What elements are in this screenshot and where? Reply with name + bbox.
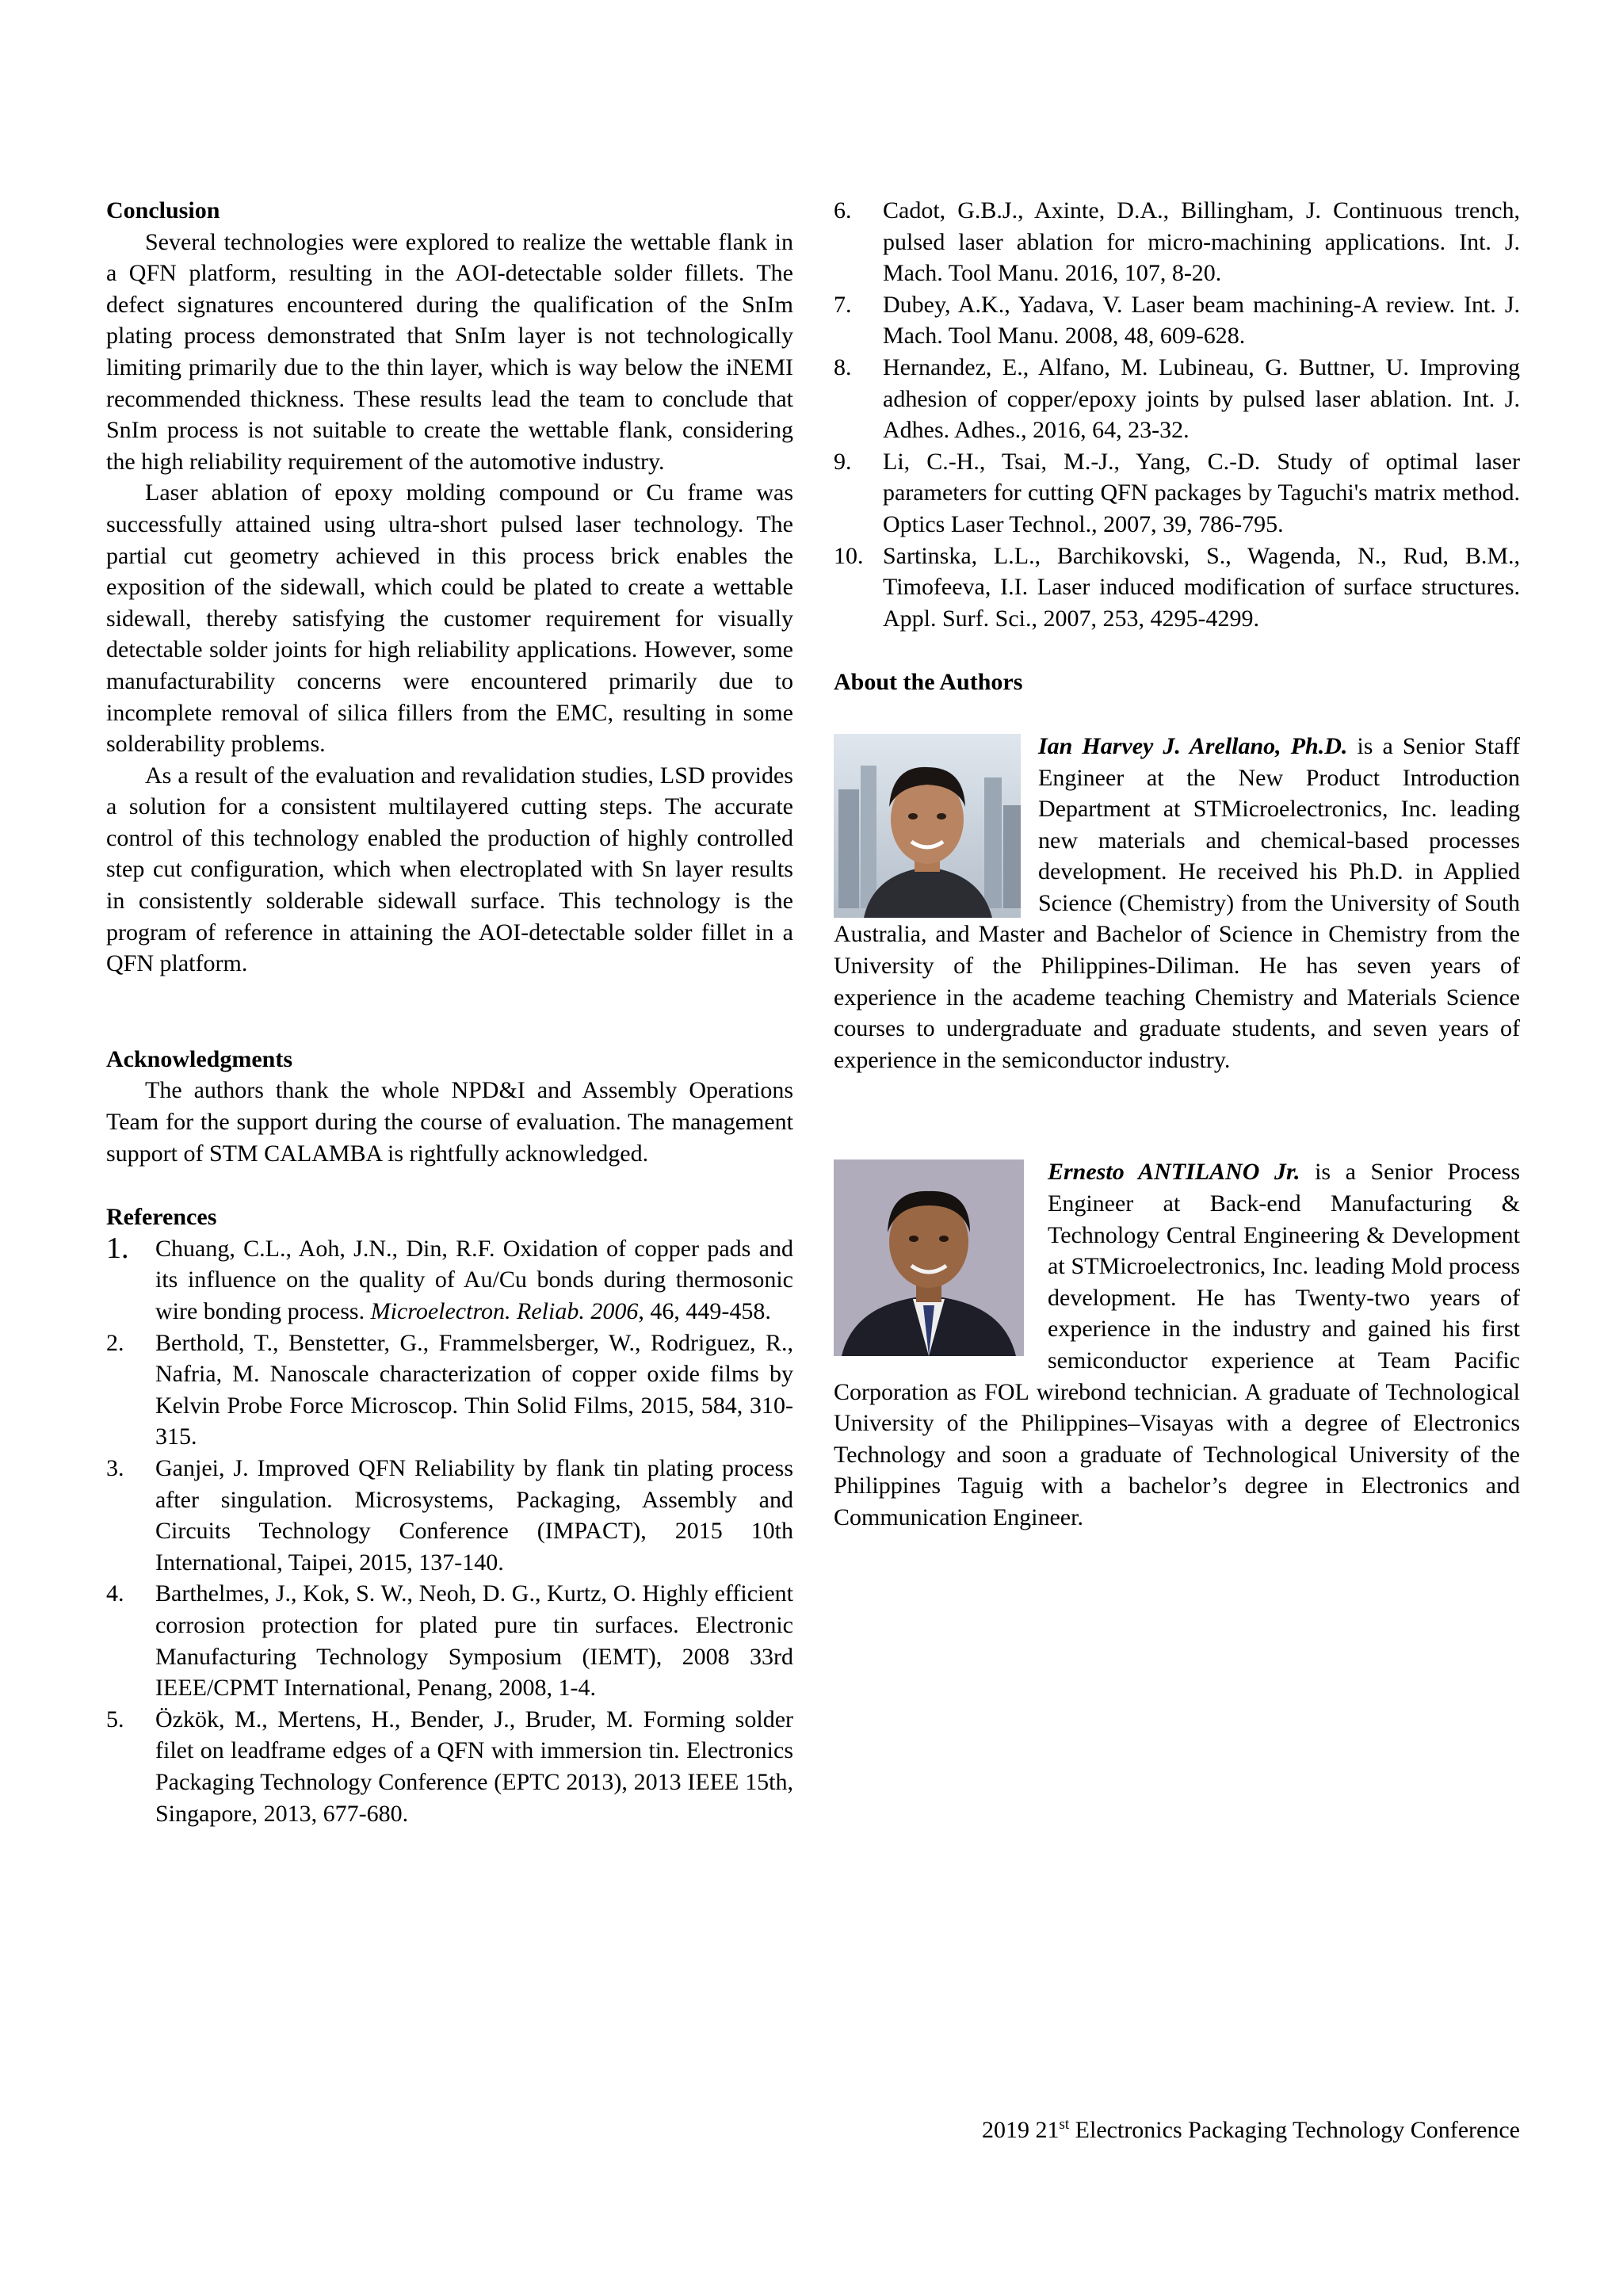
reference-text: Dubey, A.K., Yadava, V. Laser beam machining-A review. Int. J. Mach. Tool Manu. 2008, 48, 609-628.	[883, 291, 1520, 350]
reference-number: 6.	[834, 197, 852, 223]
reference-item	[106, 1453, 793, 1578]
reference-number: 4.	[106, 1580, 124, 1607]
reference-text: Berthold, T., Benstetter, G., Frammelsberger, W., Rodriguez, R., Nafria, M. Nanoscale characterization of copper oxide films by Kelvin Probe Force Microscop. Thin Solid Films, 2015, 584, 310-315.	[155, 1329, 793, 1450]
acknowledgments-heading: Acknowledgments	[106, 1045, 293, 1072]
reference-item	[106, 1704, 793, 1829]
reference-number: 9.	[834, 448, 852, 475]
reference-number: 3.	[106, 1454, 124, 1481]
about-authors-heading: About the Authors	[834, 669, 1023, 696]
reference-item	[834, 195, 1520, 289]
reference-item	[106, 1578, 793, 1703]
reference-text: Hernandez, E., Alfano, M. Lubineau, G. Buttner, U. Improving adhesion of copper/epoxy joints by pulsed laser ablation. Int. J. Adhes. Adhes., 2016, 64, 23-32.	[883, 353, 1520, 444]
reference-item	[106, 1233, 793, 1328]
reference-number: 7.	[834, 291, 852, 318]
conclusion-heading: Conclusion	[106, 197, 220, 223]
reference-number: 5.	[106, 1706, 124, 1733]
reference-number: 1.	[106, 1231, 129, 1265]
references-heading: References	[106, 1204, 217, 1231]
conclusion-paragraph-3: As a result of the evaluation and revalidation studies, LSD provides a solution for a consistent multilayered cutting steps. The accurate control of this technology enabled the production of highly controlled step cut configuration, which when electroplated with Sn layer results in consistently solderable sidewall surface. This technology is the program of reference in attaining the AOI-detectable solder fillet in a QFN platform.	[106, 762, 793, 977]
author-bio-2	[834, 1156, 1520, 1533]
reference-text: Li, C.-H., Tsai, M.-J., Yang, C.-D. Study of optimal laser parameters for cutting QFN packages by Taguchi's matrix method. Optics Laser Technol., 2007, 39, 786-795.	[883, 448, 1520, 537]
reference-number: 10.	[834, 542, 864, 569]
reference-number: 2.	[106, 1329, 124, 1356]
reference-item	[834, 289, 1520, 352]
author-photo-2	[834, 1159, 1024, 1356]
reference-text: Chuang, C.L., Aoh, J.N., Din, R.F. Oxidation of copper pads and its influence on the quality of Au/Cu bonds during thermosonic wire bonding process. Microelectron. Reliab. 2006, 46, 449-458.	[155, 1235, 793, 1324]
author-bio-text-1: is a Senior Staff Engineer at the New Product Introduction Department at STMicroelectronics, Inc. leading new materials and chemical-based processes development. He received his Ph.D. in Applied Science (Chemistry) from the University of South Australia, and Master and Bachelor of Science in Chemistry from the University of the Philippines-Diliman. He has seven years of experience in the academe teaching Chemistry and Materials Science courses to undergraduate and graduate students, and seven years of experience in the semiconductor industry.	[834, 732, 1520, 1073]
page-footer: 2019 21st Electronics Packaging Technology Conference	[981, 2116, 1520, 2143]
conclusion-paragraph-2: Laser ablation of epoxy molding compound or Cu frame was successfully attained using ultra-short pulsed laser technology. The partial cut geometry achieved in this process brick enables the exposition of the sidewall, which could be plated to create a wettable sidewall, thereby satisfying the customer requirement for visually detectable solder joints for high reliability applications. However, some manufacturability concerns were encountered primarily due to incomplete removal of silica fillers from the EMC, resulting in some solderability problems.	[106, 479, 793, 758]
author-bio-1	[834, 731, 1520, 1076]
author-name-2: Ernesto ANTILANO Jr.	[1048, 1159, 1300, 1186]
reference-item	[834, 352, 1520, 446]
reference-text: Barthelmes, J., Kok, S. W., Neoh, D. G., Kurtz, O. Highly efficient corrosion protection for plated pure tin surfaces. Electronic Manufacturing Technology Symposium (IEMT), 2008 33rd IEEE/CPMT International, Penang, 2008, 1-4.	[155, 1580, 793, 1702]
author-bio-text-2: is a Senior Process Engineer at Back-end Manufacturing & Technology Central Engineering & Development at STMicroelectronics, Inc. leading Mold process development. He has Twenty-two years of experience in the industry and gained his first semiconductor experience at Team Pacific Corporation as FOL wirebond technician. A graduate of Technological University of the Philippines–Visayas with a degree of Electronics Technology and soon a graduate of Technological University of the Philippines Taguig with a bachelor’s degree in Electronics and Communication Engineer.	[834, 1159, 1520, 1530]
reference-text: Özkök, M., Mertens, H., Bender, J., Bruder, M. Forming solder filet on leadframe edges of a QFN with immersion tin. Electronics Packaging Technology Conference (EPTC 2013), 2013 IEEE 15th, Singapore, 2013, 677-680.	[155, 1706, 793, 1827]
right-column	[834, 195, 1520, 1534]
acknowledgments-text: The authors thank the whole NPD&I and Assembly Operations Team for the support during the course of evaluation. The management support of STM CALAMBA is rightfully acknowledged.	[106, 1077, 793, 1167]
reference-number: 8.	[834, 353, 852, 380]
reference-text: Cadot, G.B.J., Axinte, D.A., Billingham, J. Continuous trench, pulsed laser ablation for micro-machining applications. Int. J. Mach. Tool Manu. 2016, 107, 8-20.	[883, 197, 1520, 287]
author-photo-1	[834, 734, 1021, 918]
reference-text: Sartinska, L.L., Barchikovski, S., Wagenda, N., Rud, B.M., Timofeeva, I.I. Laser induced modification of surface structures. Appl. Surf. Sci., 2007, 253, 4295-4299.	[883, 542, 1520, 632]
reference-text: Ganjei, J. Improved QFN Reliability by flank tin plating process after singulation. Microsystems, Packaging, Assembly and Circuits Technology Conference (IMPACT), 2015 10th International, Taipei, 2015, 137-140.	[155, 1454, 793, 1576]
conclusion-paragraph-1: Several technologies were explored to realize the wettable flank in a QFN platform, resulting in the AOI-detectable solder fillets. The defect signatures encountered during the qualification of the SnIm plating process demonstrated that SnIm layer is not technologically limiting primarily due to the thin layer, which is way below the iNEMI recommended thickness. These results lead the team to conclude that SnIm process is not suitable to create the wettable flank, considering the high reliability requirement of the automotive industry.	[106, 228, 793, 475]
author-name-1: Ian Harvey J. Arellano, Ph.D.	[1038, 732, 1348, 759]
reference-item	[834, 541, 1520, 635]
reference-item	[106, 1328, 793, 1453]
reference-item	[834, 446, 1520, 541]
left-column	[106, 195, 793, 1829]
